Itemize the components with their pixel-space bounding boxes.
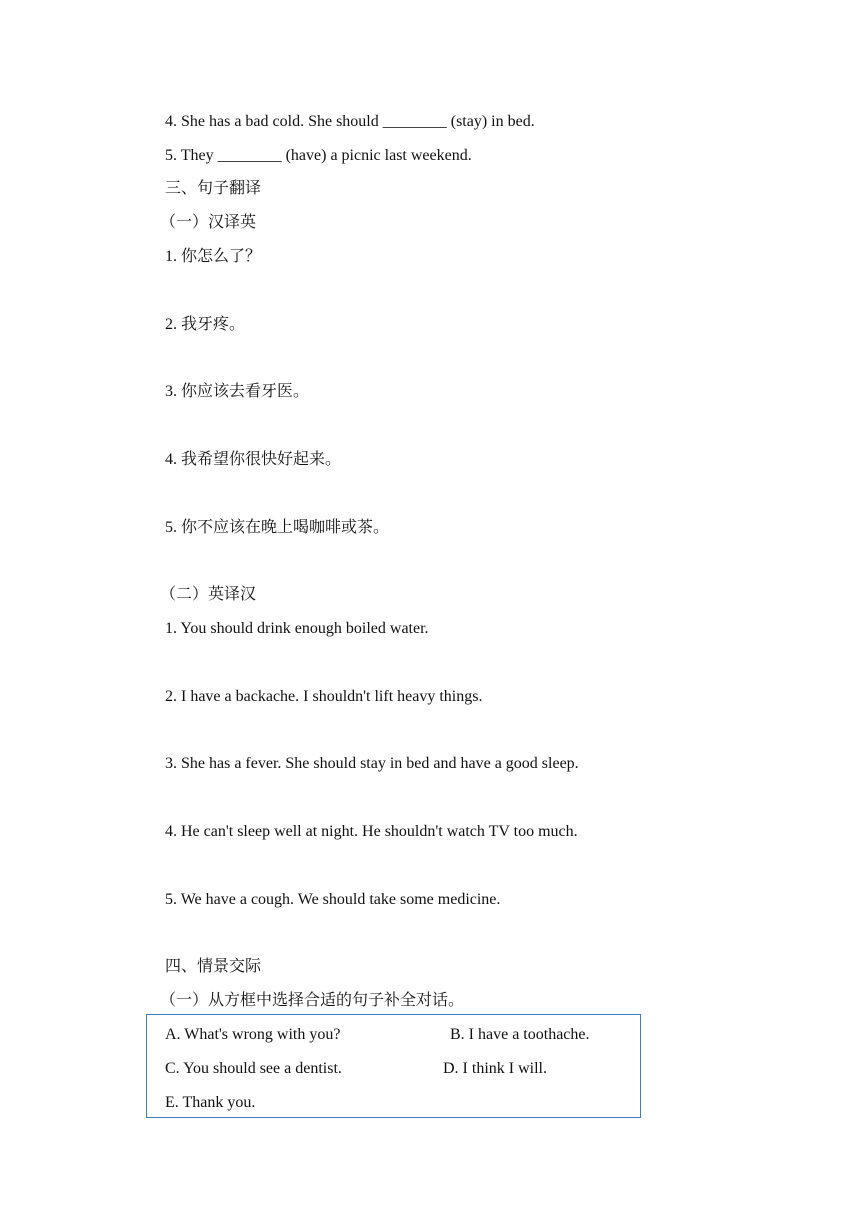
translation-en-1: 1. You should drink enough boiled water. xyxy=(165,620,429,637)
translation-en-2: 2. I have a backache. I shouldn't lift heavy things. xyxy=(165,688,483,705)
section-4-part-1-title: （一）从方框中选择合适的句子补全对话。 xyxy=(160,992,465,1009)
exercise-q4: 4. She has a bad cold. She should ________ (stay) in bed. xyxy=(165,113,535,130)
translation-cn-2: 2. 我牙疼。 xyxy=(165,316,246,333)
translation-en-4: 4. He can't sleep well at night. He shouldn't watch TV too much. xyxy=(165,823,578,840)
option-d: D. I think I will. xyxy=(443,1060,547,1077)
section-4-title: 四、情景交际 xyxy=(165,958,262,975)
section-3-part-1-title: （一）汉译英 xyxy=(160,214,257,231)
option-a: A. What's wrong with you? xyxy=(165,1026,341,1043)
translation-cn-5: 5. 你不应该在晚上喝咖啡或茶。 xyxy=(165,519,390,536)
section-3-part-2-title: （二）英译汉 xyxy=(160,586,257,603)
section-3-title: 三、句子翻译 xyxy=(165,180,262,197)
translation-en-3: 3. She has a fever. She should stay in bed and have a good sleep. xyxy=(165,755,579,772)
option-c: C. You should see a dentist. xyxy=(165,1060,342,1077)
option-b: B. I have a toothache. xyxy=(450,1026,590,1043)
translation-en-5: 5. We have a cough. We should take some medicine. xyxy=(165,891,501,908)
option-e: E. Thank you. xyxy=(165,1094,256,1111)
translation-cn-3: 3. 你应该去看牙医。 xyxy=(165,383,310,400)
translation-cn-4: 4. 我希望你很快好起来。 xyxy=(165,451,342,468)
translation-cn-1: 1. 你怎么了？ xyxy=(165,248,262,265)
exercise-q5: 5. They ________ (have) a picnic last weekend. xyxy=(165,147,472,164)
options-box xyxy=(146,1014,641,1118)
